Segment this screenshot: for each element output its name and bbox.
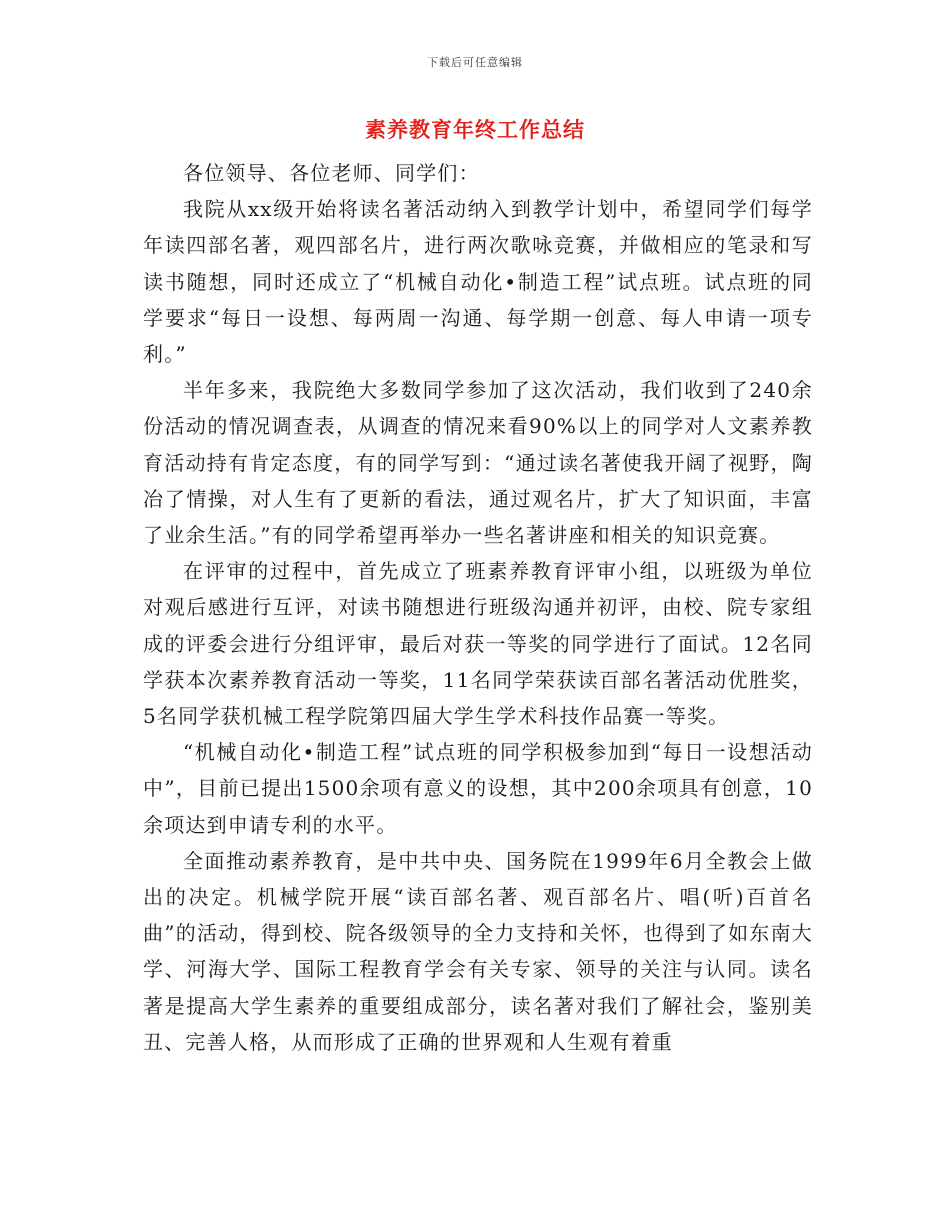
header-note: 下载后可任意编辑 bbox=[427, 56, 523, 69]
body-paragraph-4: “机械自动化•制造工程”试点班的同学积极参加到“每日一设想活动中”，目前已提出1500余项有意义的设想，其中200余项具有创意，10余项达到申请专利的水平。 bbox=[143, 740, 813, 837]
document-body bbox=[143, 155, 813, 1060]
body-paragraph-2: 半年多来，我院绝大多数同学参加了这次活动，我们收到了240余份活动的情况调查表，从调查的情况来看90%以上的同学对人文素养教育活动持有肯定态度，有的同学写到：“通过读名著使我开阔了视野，陶冶了情操，对人生有了更新的看法，通过观名片，扩大了知识面，丰富了业余生活。”有的同学希望再举办一些名著讲座和相关的知识竞赛。 bbox=[143, 378, 813, 548]
document-title: 素养教育年终工作总结 bbox=[365, 117, 585, 142]
body-paragraph-5: 全面推动素养教育，是中共中央、国务院在1999年6月全教会上做出的决定。机械学院开展“读百部名著、观百部名片、唱(听)百首名曲”的活动，得到校、院各级领导的全力支持和关怀，也得到了如东南大学、河海大学、国际工程教育学会有关专家、领导的关注与认同。读名著是提高大学生素养的重要组成部分，读名著对我们了解社会，鉴别美丑、完善人格，从而形成了正确的世界观和人生观有着重 bbox=[143, 848, 813, 1054]
body-paragraph-3: 在评审的过程中，首先成立了班素养教育评审小组，以班级为单位对观后感进行互评，对读书随想进行班级沟通并初评，由校、院专家组成的评委会进行分组评审，最后对获一等奖的同学进行了面试。12名同学获本次素养教育活动一等奖，11名同学荣获读百部名著活动优胜奖，5名同学获机械工程学院第四届大学生学术科技作品赛一等奖。 bbox=[143, 559, 813, 729]
body-paragraph-1: 我院从xx级开始将读名著活动纳入到教学计划中，希望同学们每学年读四部名著，观四部名片，进行两次歌咏竞赛，并做相应的笔录和写读书随想，同时还成立了“机械自动化•制造工程”试点班。试点班的同学要求“每日一设想、每两周一沟通、每学期一创意、每人申请一项专利。” bbox=[143, 197, 813, 367]
salutation-paragraph: 各位领导、各位老师、同学们： bbox=[183, 161, 480, 185]
